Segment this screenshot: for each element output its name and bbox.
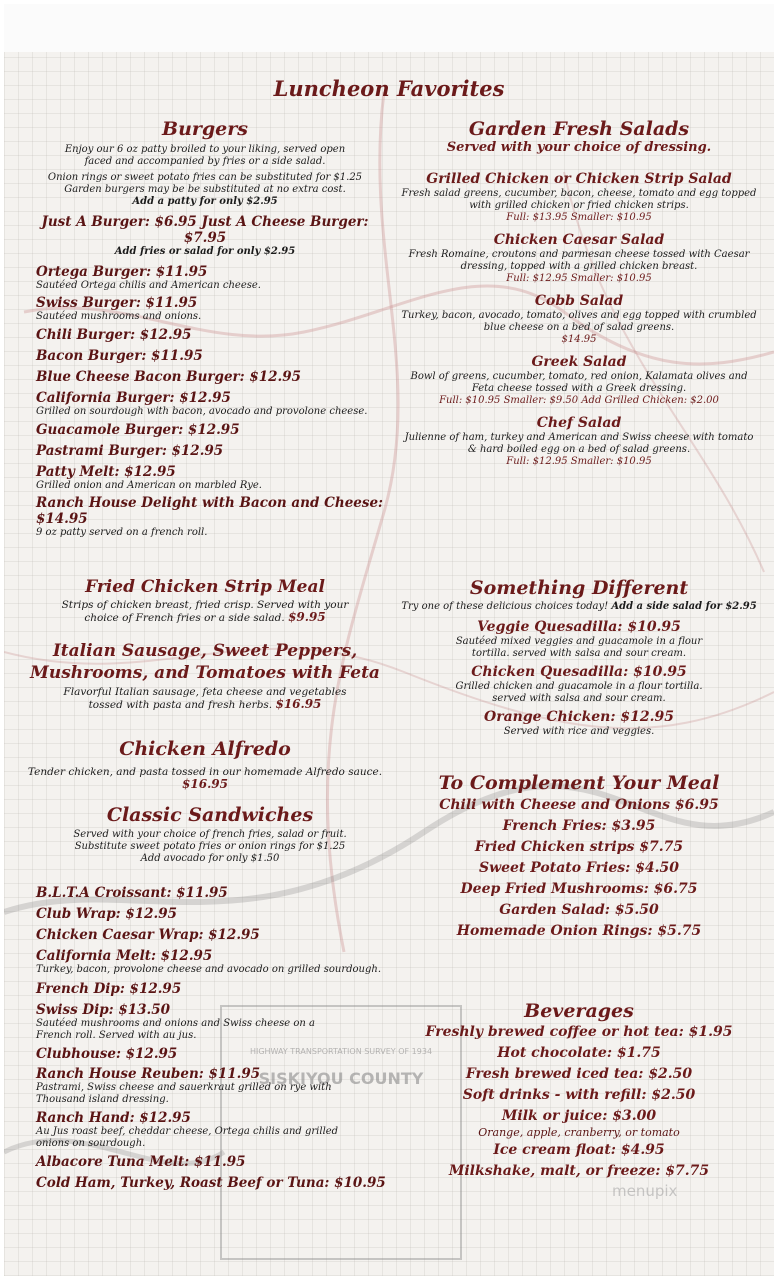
- list-item: Chili with Cheese and Onions $6.95: [439, 797, 719, 813]
- burgers-heading: Burgers: [162, 118, 248, 140]
- sandwiches-note: Add avocado for only $1.50: [140, 853, 280, 864]
- fried-chicken-price: $9.95: [288, 610, 326, 624]
- sandwiches-note: Served with your choice of french fries, salad or fruit.: [73, 829, 347, 840]
- list-item: Ranch House Delight with Bacon and Cheese: $14.95 9 oz patty served on a french roll.: [36, 495, 384, 538]
- sandwiches-heading: Classic Sandwiches: [106, 804, 314, 826]
- beverages-heading: Beverages: [524, 1000, 634, 1022]
- beverages-list: [400, 1024, 758, 1180]
- list-item: California Burger: $12.95 Grilled on sourdough with bacon, avocado and provolone cheese.: [36, 390, 368, 417]
- sausage-section: [20, 640, 390, 711]
- list-item: Swiss Dip: $13.50 Sautéed mushrooms and onions and Swiss cheese on a French roll. Served with au jus.: [36, 1002, 315, 1041]
- sausage-heading: Italian Sausage, Sweet Peppers, Mushrooms, and Tomatoes with Feta: [30, 641, 380, 683]
- complement-section: [400, 772, 758, 944]
- alfredo-desc: Tender chicken, and pasta tossed in our homemade Alfredo sauce.: [27, 766, 383, 778]
- list-item: Ortega Burger: $11.95 Sautéed Ortega chilis and American cheese.: [36, 264, 261, 291]
- list-item: Albacore Tuna Melt: $11.95: [36, 1154, 246, 1170]
- something-different-section: [400, 577, 758, 738]
- salad-item: Chef Salad Julienne of ham, turkey and American and Swiss cheese with tomato & hard boiled egg on a bed of salad greens. Full: $12.95 Smaller: $10.95: [404, 415, 754, 467]
- list-item: Pastrami Burger: $12.95: [36, 443, 224, 459]
- list-item: Club Wrap: $12.95: [36, 906, 178, 922]
- burgers-section: [20, 118, 390, 539]
- list-item: Deep Fried Mushrooms: $6.75: [460, 881, 698, 897]
- list-item: Hot chocolate: $1.75: [497, 1045, 661, 1061]
- salads-subheading: Served with your choice of dressing.: [446, 140, 712, 155]
- salads-heading: Garden Fresh Salads: [468, 118, 690, 140]
- list-item: Guacamole Burger: $12.95: [36, 422, 240, 438]
- sandwiches-section: [20, 804, 400, 1191]
- burgers-note: Add a patty for only $2.95: [132, 196, 278, 207]
- sandwiches-note: Substitute sweet potato fries or onion rings for $1.25: [74, 841, 346, 852]
- different-item: Orange Chicken: $12.95 Served with rice and veggies.: [484, 709, 674, 737]
- sandwiches-list: [20, 885, 400, 1191]
- sausage-desc: Flavorful Italian sausage, feta cheese and vegetables tossed with pasta and fresh herbs.: [63, 686, 347, 711]
- list-item: Ranch Hand: $12.95 Au Jus roast beef, cheddar cheese, Ortega chilis and grilled onions on sourdough.: [36, 1110, 339, 1149]
- list-item: B.L.T.A Croissant: $11.95: [36, 885, 228, 901]
- list-item: French Dip: $12.95: [36, 981, 182, 997]
- fried-chicken-heading: Fried Chicken Strip Meal: [85, 577, 325, 597]
- list-item: Clubhouse: $12.95: [36, 1046, 178, 1062]
- list-item: California Melt: $12.95 Turkey, bacon, provolone cheese and avocado on grilled sourdough.: [36, 948, 382, 975]
- list-item: Sweet Potato Fries: $4.50: [478, 860, 680, 876]
- just-burger-line: Just A Burger: $6.95 Just A Cheese Burger: $7.95: [41, 214, 369, 246]
- burgers-note: Onion rings or sweet potato fries can be substituted for $1.25: [47, 172, 363, 183]
- alfredo-section: [20, 738, 390, 791]
- list-item: Cold Ham, Turkey, Roast Beef or Tuna: $10.95: [36, 1175, 386, 1191]
- alfredo-price: $16.95: [182, 777, 228, 791]
- alfredo-heading: Chicken Alfredo: [119, 738, 291, 760]
- list-item: Milkshake, malt, or freeze: $7.75: [448, 1163, 710, 1179]
- list-item: Ice cream float: $4.95: [493, 1142, 665, 1158]
- list-item: French Fries: $3.95: [502, 818, 656, 834]
- fried-chicken-section: [20, 577, 390, 624]
- salad-item: Cobb Salad Turkey, bacon, avocado, tomato, olives and egg topped with crumbled blue cheese on a bed of salad greens. $14.95: [401, 293, 757, 345]
- list-item: Bacon Burger: $11.95: [36, 348, 203, 364]
- list-item: Fresh brewed iced tea: $2.50: [465, 1066, 693, 1082]
- list-item: Fried Chicken strips $7.75: [474, 839, 684, 855]
- beverages-section: [400, 1000, 758, 1184]
- burgers-note: Garden burgers may be be substituted at no extra cost.: [64, 184, 346, 195]
- list-item: Freshly brewed coffee or hot tea: $1.95: [425, 1024, 733, 1040]
- salads-section: [400, 118, 758, 467]
- sausage-price: $16.95: [275, 697, 322, 711]
- burgers-list: [20, 264, 390, 539]
- list-item: Patty Melt: $12.95 Grilled onion and American on marbled Rye.: [36, 464, 262, 491]
- salad-item: Chicken Caesar Salad Fresh Romaine, croutons and parmesan cheese tossed with Caesar dressing, topped with a grilled chicken breast. Full: $12.95 Smaller: $10.95: [408, 232, 750, 284]
- list-item: Blue Cheese Bacon Burger: $12.95: [36, 369, 301, 385]
- different-item: Chicken Quesadilla: $10.95 Grilled chicken and guacamole in a flour tortilla. served with salsa and sour cream.: [455, 664, 703, 704]
- salad-item: Greek Salad Bowl of greens, cucumber, tomato, red onion, Kalamata olives and Feta cheese tossed with a Greek dressing. Full: $10.95 Smaller: $9.50 Add Grilled Chicken: $2.00: [410, 354, 748, 406]
- map-survey-label: HIGHWAY TRANSPORTATION SURVEY OF 1934: [249, 1047, 433, 1056]
- list-item: Ranch House Reuben: $11.95 Pastrami, Swiss cheese and sauerkraut grilled on rye with Thousand island dressing.: [36, 1066, 332, 1105]
- just-burger-note: Add fries or salad for only $2.95: [114, 246, 296, 257]
- list-item: Chicken Caesar Wrap: $12.95: [36, 927, 260, 943]
- different-heading: Something Different: [469, 577, 689, 599]
- burgers-intro: Enjoy our 6 oz patty broiled to your liking, served open faced and accompanied by fries or a side salad.: [64, 144, 346, 167]
- list-item: Milk or juice: $3.00: [501, 1108, 657, 1124]
- list-item: Swiss Burger: $11.95 Sautéed mushrooms and onions.: [36, 295, 202, 322]
- different-intro-add: Add a side salad for $2.95: [611, 601, 757, 612]
- complement-heading: To Complement Your Meal: [438, 772, 720, 794]
- list-item: Soft drinks - with refill: $2.50: [462, 1087, 696, 1103]
- fried-chicken-desc: Strips of chicken breast, fried crisp. Served with your choice of French fries or a side salad.: [61, 599, 349, 624]
- salad-item: Grilled Chicken or Chicken Strip Salad Fresh salad greens, cucumber, bacon, cheese, tomato and egg topped with grilled chicken or fried chicken strips. Full: $13.95 Smaller: $10.95: [401, 171, 757, 223]
- complement-list: [400, 797, 758, 940]
- list-item: Garden Salad: $5.50: [499, 902, 659, 918]
- map-county-label: SISKIYOU COUNTY: [258, 1069, 424, 1088]
- juice-note: Orange, apple, cranberry, or tomato: [478, 1126, 680, 1139]
- different-intro: Try one of these delicious choices today!: [401, 601, 609, 612]
- watermark: menupix: [612, 1182, 678, 1200]
- different-item: Veggie Quesadilla: $10.95 Sautéed mixed veggies and guacamole in a flour tortilla. served with salsa and sour cream.: [455, 619, 703, 659]
- list-item: Chili Burger: $12.95: [36, 327, 192, 343]
- list-item: Homemade Onion Rings: $5.75: [456, 923, 702, 939]
- menu-title: Luncheon Favorites: [273, 76, 505, 101]
